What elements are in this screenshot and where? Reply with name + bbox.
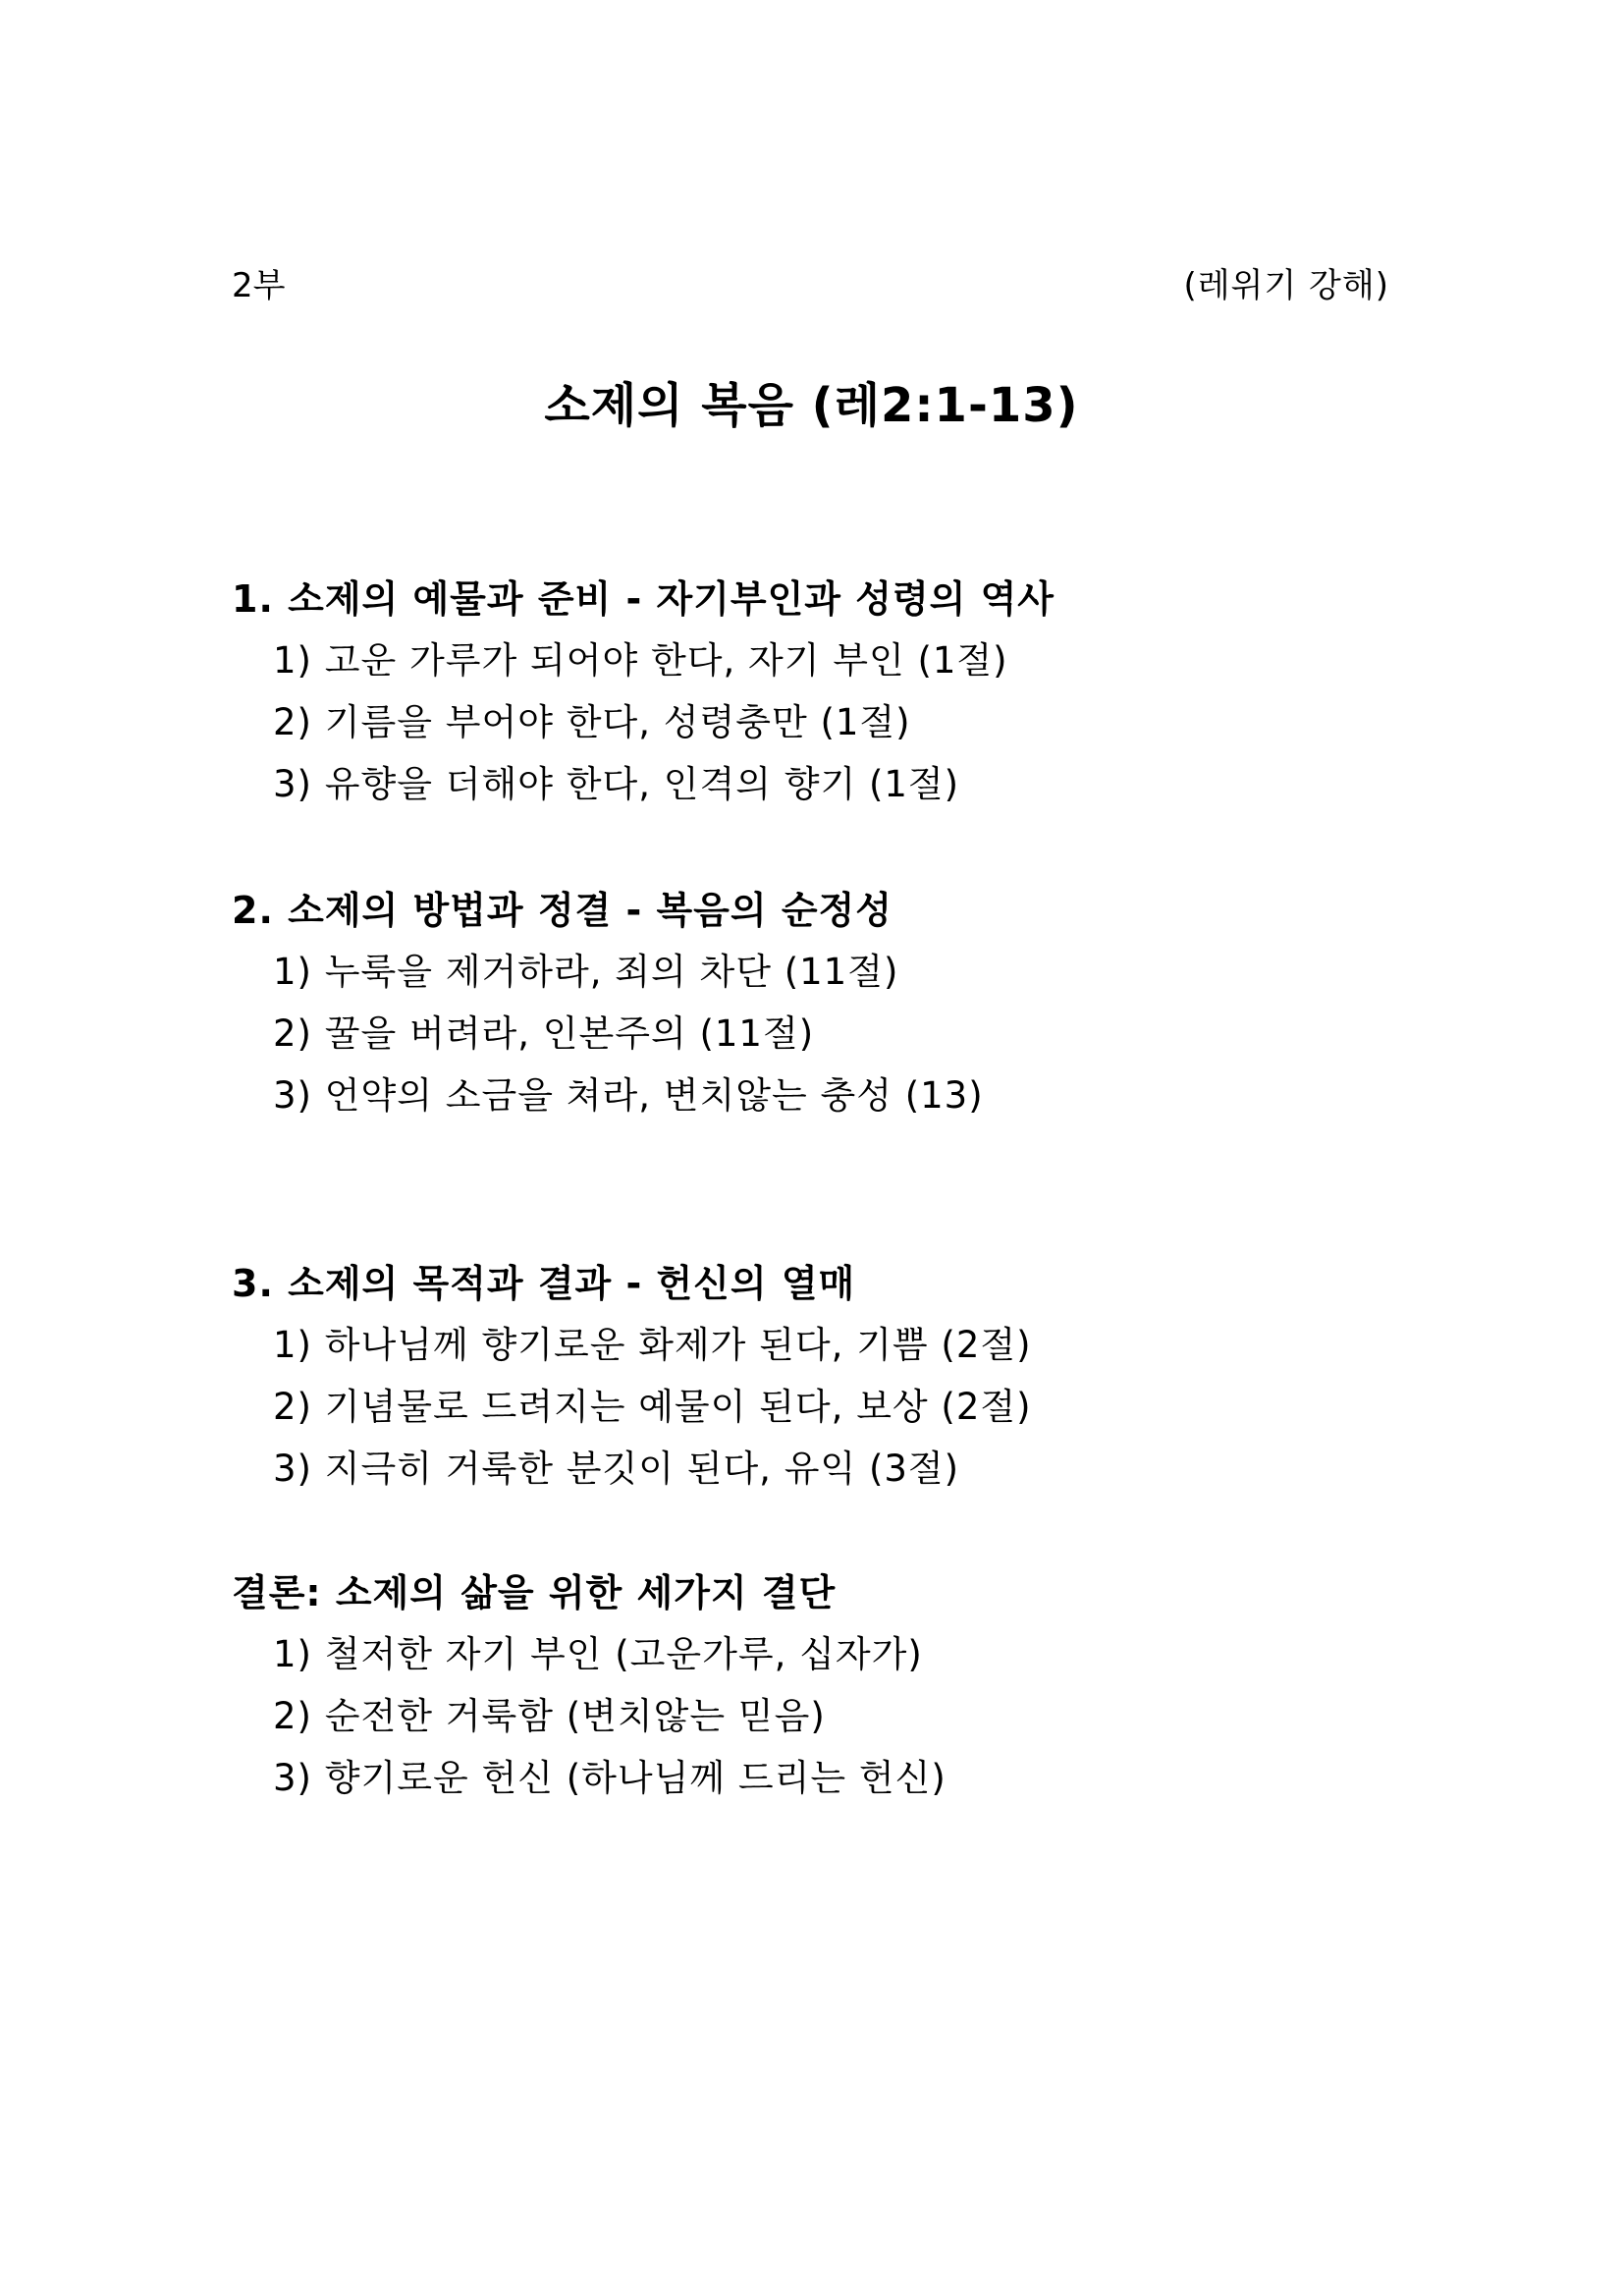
sermon-title: 소제의 복음 (레2:1-13) <box>544 378 1079 433</box>
section-item: 1) 하나님께 향기로운 화제가 된다, 기쁨 (2절) <box>273 1324 1032 1366</box>
outline-section-2 <box>232 886 1390 1133</box>
section-item: 3) 향기로운 헌신 (하나님께 드리는 헌신) <box>273 1757 947 1799</box>
section-item: 2) 순전한 거룩함 (변치않는 믿음) <box>273 1695 826 1737</box>
part-label: 2부 <box>232 266 286 305</box>
section-item: 2) 꿀을 버려라, 인본주의 (11절) <box>273 1012 815 1055</box>
conclusion-section <box>232 1568 1390 1816</box>
section-item: 2) 기념물로 드려지는 예물이 된다, 보상 (2절) <box>273 1386 1032 1428</box>
section-heading: 3. 소제의 목적과 결과 - 헌신의 열매 <box>232 1262 856 1305</box>
section-item: 1) 철저한 자기 부인 (고운가루, 십자가) <box>273 1633 923 1675</box>
outline-section-3 <box>232 1259 1390 1506</box>
section-heading: 1. 소제의 예물과 준비 - 자기부인과 성령의 역사 <box>232 577 1055 621</box>
outline-section-1 <box>232 574 1390 822</box>
series-label: (레위기 강해) <box>1183 266 1389 305</box>
section-heading: 결론: 소제의 삶을 위한 세가지 결단 <box>232 1571 837 1614</box>
section-item: 3) 유향을 더해야 한다, 인격의 향기 (1절) <box>273 763 960 805</box>
section-item: 1) 고운 가루가 되어야 한다, 자기 부인 (1절) <box>273 639 1008 682</box>
section-item: 2) 기름을 부어야 한다, 성령충만 (1절) <box>273 701 911 743</box>
section-item: 3) 언약의 소금을 쳐라, 변치않는 충성 (13) <box>273 1074 984 1117</box>
section-heading: 2. 소제의 방법과 정결 - 복음의 순정성 <box>232 889 893 932</box>
section-item: 1) 누룩을 제거하라, 죄의 차단 (11절) <box>273 951 899 993</box>
section-item: 3) 지극히 거룩한 분깃이 된다, 유익 (3절) <box>273 1448 960 1490</box>
